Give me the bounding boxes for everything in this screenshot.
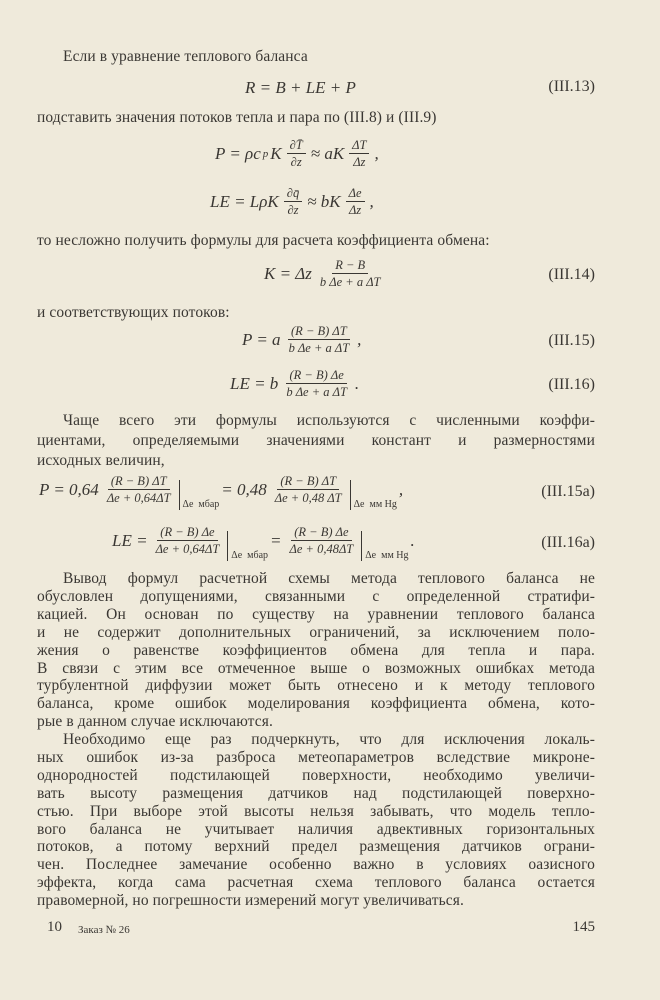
formula-term: , <box>398 479 404 499</box>
formula-fraction <box>317 258 384 289</box>
paragraph-emphasis-line: эффекта, когда сама расчетная схема теплового баланса остается <box>37 874 595 892</box>
fraction-numerator: (R − B) Δe <box>291 525 351 541</box>
formula-fraction <box>153 525 223 556</box>
formula-term: K = Δz <box>264 263 312 283</box>
evaluation-bar-units: Δe мм Hg <box>350 480 397 510</box>
equation-number: (III.15a) <box>541 483 595 500</box>
formula-term: , <box>369 191 374 211</box>
formula-fraction <box>104 474 174 505</box>
paragraph-emphasis-line: Необходимо еще раз подчеркнуть, что для исключения локаль- <box>63 731 595 748</box>
paragraph-derivation-line: жения о равенстве коэффициентов обмена для тепла и пара. <box>37 641 595 659</box>
fraction-denominator: Δe + 0,48 ΔT <box>274 491 342 505</box>
fraction-numerator: ∂T̄ <box>287 138 306 154</box>
signature-number: 10 <box>47 919 62 935</box>
formula-term: , <box>374 143 379 163</box>
paragraph-derivation-line: рые в данном случае исключаются. <box>37 713 273 731</box>
fraction-denominator: b Δe + a ΔT <box>288 341 350 355</box>
fraction-denominator: ∂z <box>290 155 302 169</box>
formula-fraction <box>272 474 345 505</box>
formula-fraction <box>349 138 369 169</box>
paragraph-derivation-line: В связи с этим все отмеченное выше о возможных ошибках метода <box>37 659 595 677</box>
fraction-numerator: ΔT <box>349 138 369 154</box>
formula-term: P = 0,64 <box>39 479 99 499</box>
eq-III-13 <box>243 78 358 98</box>
paragraph-emphasis-line: стью. При выборе этой высоты нельзя забывать, что модель тепло- <box>37 802 595 820</box>
paragraph-formulas-text-line: то несложно получить формулы для расчета коэффициента обмена: <box>37 232 490 249</box>
fraction-numerator: ∂q̄ <box>284 186 302 202</box>
equation-number: (III.13) <box>548 78 595 95</box>
fraction-numerator: (R − B) Δe <box>157 525 217 541</box>
paragraph-intro-line: Если в уравнение теплового баланса <box>63 48 308 65</box>
paragraph-derivation-line: кацией. Он основан по существу на уравнении теплового баланса <box>37 605 595 623</box>
formula-term: , <box>357 329 362 349</box>
formula-term: ≈ aK <box>310 143 345 163</box>
fraction-denominator: Δe + 0,64ΔT <box>155 542 220 556</box>
page-number: 145 <box>572 919 595 935</box>
fraction-denominator: Δe + 0,48ΔT <box>289 542 354 556</box>
fraction-denominator: Δz <box>348 203 362 217</box>
paragraph-emphasis-line: чен. Последнее замечание особенно важно в условиях оазисного <box>37 856 595 874</box>
paragraph-numeric-line: Чаще всего эти формулы используются с численными коэффи- <box>63 412 595 429</box>
equation-number: (III.16) <box>548 376 595 393</box>
fraction-denominator: ∂z <box>287 203 299 217</box>
formula-term: ≈ bK <box>307 191 341 211</box>
formula-term: P = ρc <box>215 143 261 163</box>
formula-subscript: p <box>262 147 269 160</box>
fraction-numerator: (R − B) ΔT <box>288 324 350 340</box>
equation-number: (III.14) <box>548 266 595 283</box>
eq-III-16 <box>228 368 361 399</box>
paragraph-derivation-line: баланса, кроме ошибок моделирования коэффициента обмена, кото- <box>37 695 595 713</box>
fraction-numerator: (R − B) ΔT <box>108 474 170 490</box>
paragraph-derivation-line: и не содержит дополнительных ограничений, за исключением поло- <box>37 623 595 641</box>
fraction-denominator: Δz <box>353 155 366 169</box>
formula-fraction <box>283 368 350 399</box>
formula-fraction <box>287 138 306 169</box>
formula-term: . <box>354 373 360 393</box>
eq-P-gradient <box>213 138 381 169</box>
paragraph-numeric-line: циентами, определяемыми значениями констант и размерностями <box>37 432 595 449</box>
paragraph-emphasis-line: вать высоту размещения датчиков над подстилающей поверхно- <box>37 784 595 802</box>
paragraph-numeric-line: исходных величин, <box>37 452 165 469</box>
equation-number: (III.15) <box>548 332 595 349</box>
evaluation-bar-units: Δe мм Hg <box>361 531 408 561</box>
formula-fraction <box>287 525 357 556</box>
fraction-numerator: R − B <box>332 258 368 274</box>
paragraph-derivation-line: турбулентной диффузии может быть отнесено и к методу теплового <box>37 677 595 695</box>
formula-term: K <box>270 143 282 163</box>
fraction-denominator: b Δe + a ΔT <box>319 275 381 289</box>
eq-III-15a <box>37 474 405 510</box>
fraction-numerator: Δe <box>346 186 365 202</box>
paragraph-fluxes-line: и соответствующих потоков: <box>37 304 230 321</box>
formula-term: = <box>270 530 282 550</box>
formula-fraction <box>286 324 353 355</box>
fraction-denominator: b Δe + a ΔT <box>286 385 347 399</box>
formula-term: P = a <box>242 329 281 349</box>
fraction-numerator: (R − B) ΔT <box>277 474 339 490</box>
print-order: Заказ № 26 <box>78 924 130 936</box>
formula-fraction <box>284 186 302 217</box>
fraction-denominator: Δe + 0,64ΔT <box>106 491 171 505</box>
paragraph-emphasis-line: ных ошибок из-за разброса метеопараметров вследствие микроне- <box>37 748 595 766</box>
fraction-numerator: (R − B) Δe <box>286 368 346 384</box>
formula-term: = 0,48 <box>221 479 267 499</box>
evaluation-bar-units: Δe мбар <box>179 480 220 510</box>
formula-fraction <box>346 186 365 217</box>
paragraph-emphasis-line: правомерной, но погрешности измерений могут увеличиваться. <box>37 892 464 910</box>
formula-term: . <box>410 530 415 550</box>
formula-term: LE = b <box>230 373 279 393</box>
paragraph-emphasis-line: потоков, а потому верхний предел размещения датчиков ограни- <box>37 838 595 856</box>
paragraph-emphasis-line: вого баланса не учитывает наличия адвективных горизонтальных <box>37 820 595 838</box>
paragraph-derivation-line: обусловлен допущениями, связанными с определенной стратифи- <box>37 587 595 605</box>
eq-III-15 <box>240 324 363 355</box>
paragraph-substitute-line: подставить значения потоков тепла и пара по (III.8) и (III.9) <box>37 109 437 126</box>
eq-III-14 <box>262 258 387 289</box>
paragraph-emphasis-line: однородностей подстилающей поверхности, необходимо увеличи- <box>37 766 595 784</box>
formula-term: LE = <box>112 530 148 550</box>
formula-term: R = B + LE + P <box>245 78 356 97</box>
eq-III-16a <box>110 525 417 561</box>
equation-number: (III.16a) <box>541 534 595 551</box>
evaluation-bar-units: Δe мбар <box>227 531 268 561</box>
eq-LE-gradient <box>208 186 376 217</box>
formula-term: LE = LρK <box>210 191 279 211</box>
paragraph-derivation-line: Вывод формул расчетной схемы метода теплового баланса не <box>63 570 595 587</box>
